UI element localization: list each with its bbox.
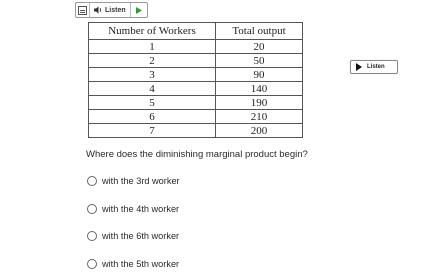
radio-button[interactable] bbox=[87, 204, 97, 214]
table-header-row bbox=[89, 23, 303, 40]
output-cell: 90 bbox=[216, 68, 303, 82]
table-row bbox=[89, 82, 303, 96]
option-label: with the 5th worker bbox=[102, 259, 180, 269]
table-row bbox=[89, 124, 303, 138]
listen-button[interactable] bbox=[89, 3, 130, 17]
table-row bbox=[89, 54, 303, 68]
answer-option[interactable] bbox=[87, 231, 179, 241]
workers-cell: 4 bbox=[89, 82, 216, 96]
table-row bbox=[89, 110, 303, 124]
answer-option[interactable] bbox=[87, 176, 180, 186]
output-cell: 50 bbox=[216, 54, 303, 68]
workers-output-table bbox=[88, 22, 303, 138]
workers-cell: 1 bbox=[89, 40, 216, 54]
output-cell: 210 bbox=[216, 110, 303, 124]
radio-button[interactable] bbox=[87, 259, 97, 269]
option-label: with the 6th worker bbox=[102, 231, 180, 241]
question-text: Where does the diminishing marginal product begin? bbox=[86, 149, 308, 160]
speaker-icon bbox=[94, 6, 103, 14]
workers-cell: 2 bbox=[89, 54, 216, 68]
answer-option[interactable] bbox=[87, 259, 179, 269]
play-icon bbox=[136, 7, 142, 14]
listen-toolbar bbox=[75, 2, 148, 18]
play-icon bbox=[356, 63, 362, 71]
side-listen-label: Listen bbox=[367, 64, 385, 70]
column-header-workers: Number of Workers bbox=[89, 23, 216, 40]
output-cell: 20 bbox=[216, 40, 303, 54]
column-header-output: Total output bbox=[216, 23, 303, 40]
option-label: with the 4th worker bbox=[102, 204, 180, 214]
answer-option[interactable] bbox=[87, 204, 179, 214]
table-row bbox=[89, 40, 303, 54]
output-cell: 140 bbox=[216, 82, 303, 96]
radio-button[interactable] bbox=[87, 231, 97, 241]
output-cell: 190 bbox=[216, 96, 303, 110]
play-button[interactable] bbox=[130, 3, 147, 17]
menu-icon[interactable] bbox=[78, 6, 87, 15]
listen-label: Listen bbox=[105, 6, 126, 14]
workers-cell: 7 bbox=[89, 124, 216, 138]
output-cell: 200 bbox=[216, 124, 303, 138]
workers-cell: 6 bbox=[89, 110, 216, 124]
workers-cell: 3 bbox=[89, 68, 216, 82]
side-listen-button[interactable] bbox=[350, 60, 398, 74]
table-row bbox=[89, 68, 303, 82]
option-label: with the 3rd worker bbox=[102, 176, 180, 186]
workers-cell: 5 bbox=[89, 96, 216, 110]
table-row bbox=[89, 96, 303, 110]
radio-button[interactable] bbox=[87, 176, 97, 186]
